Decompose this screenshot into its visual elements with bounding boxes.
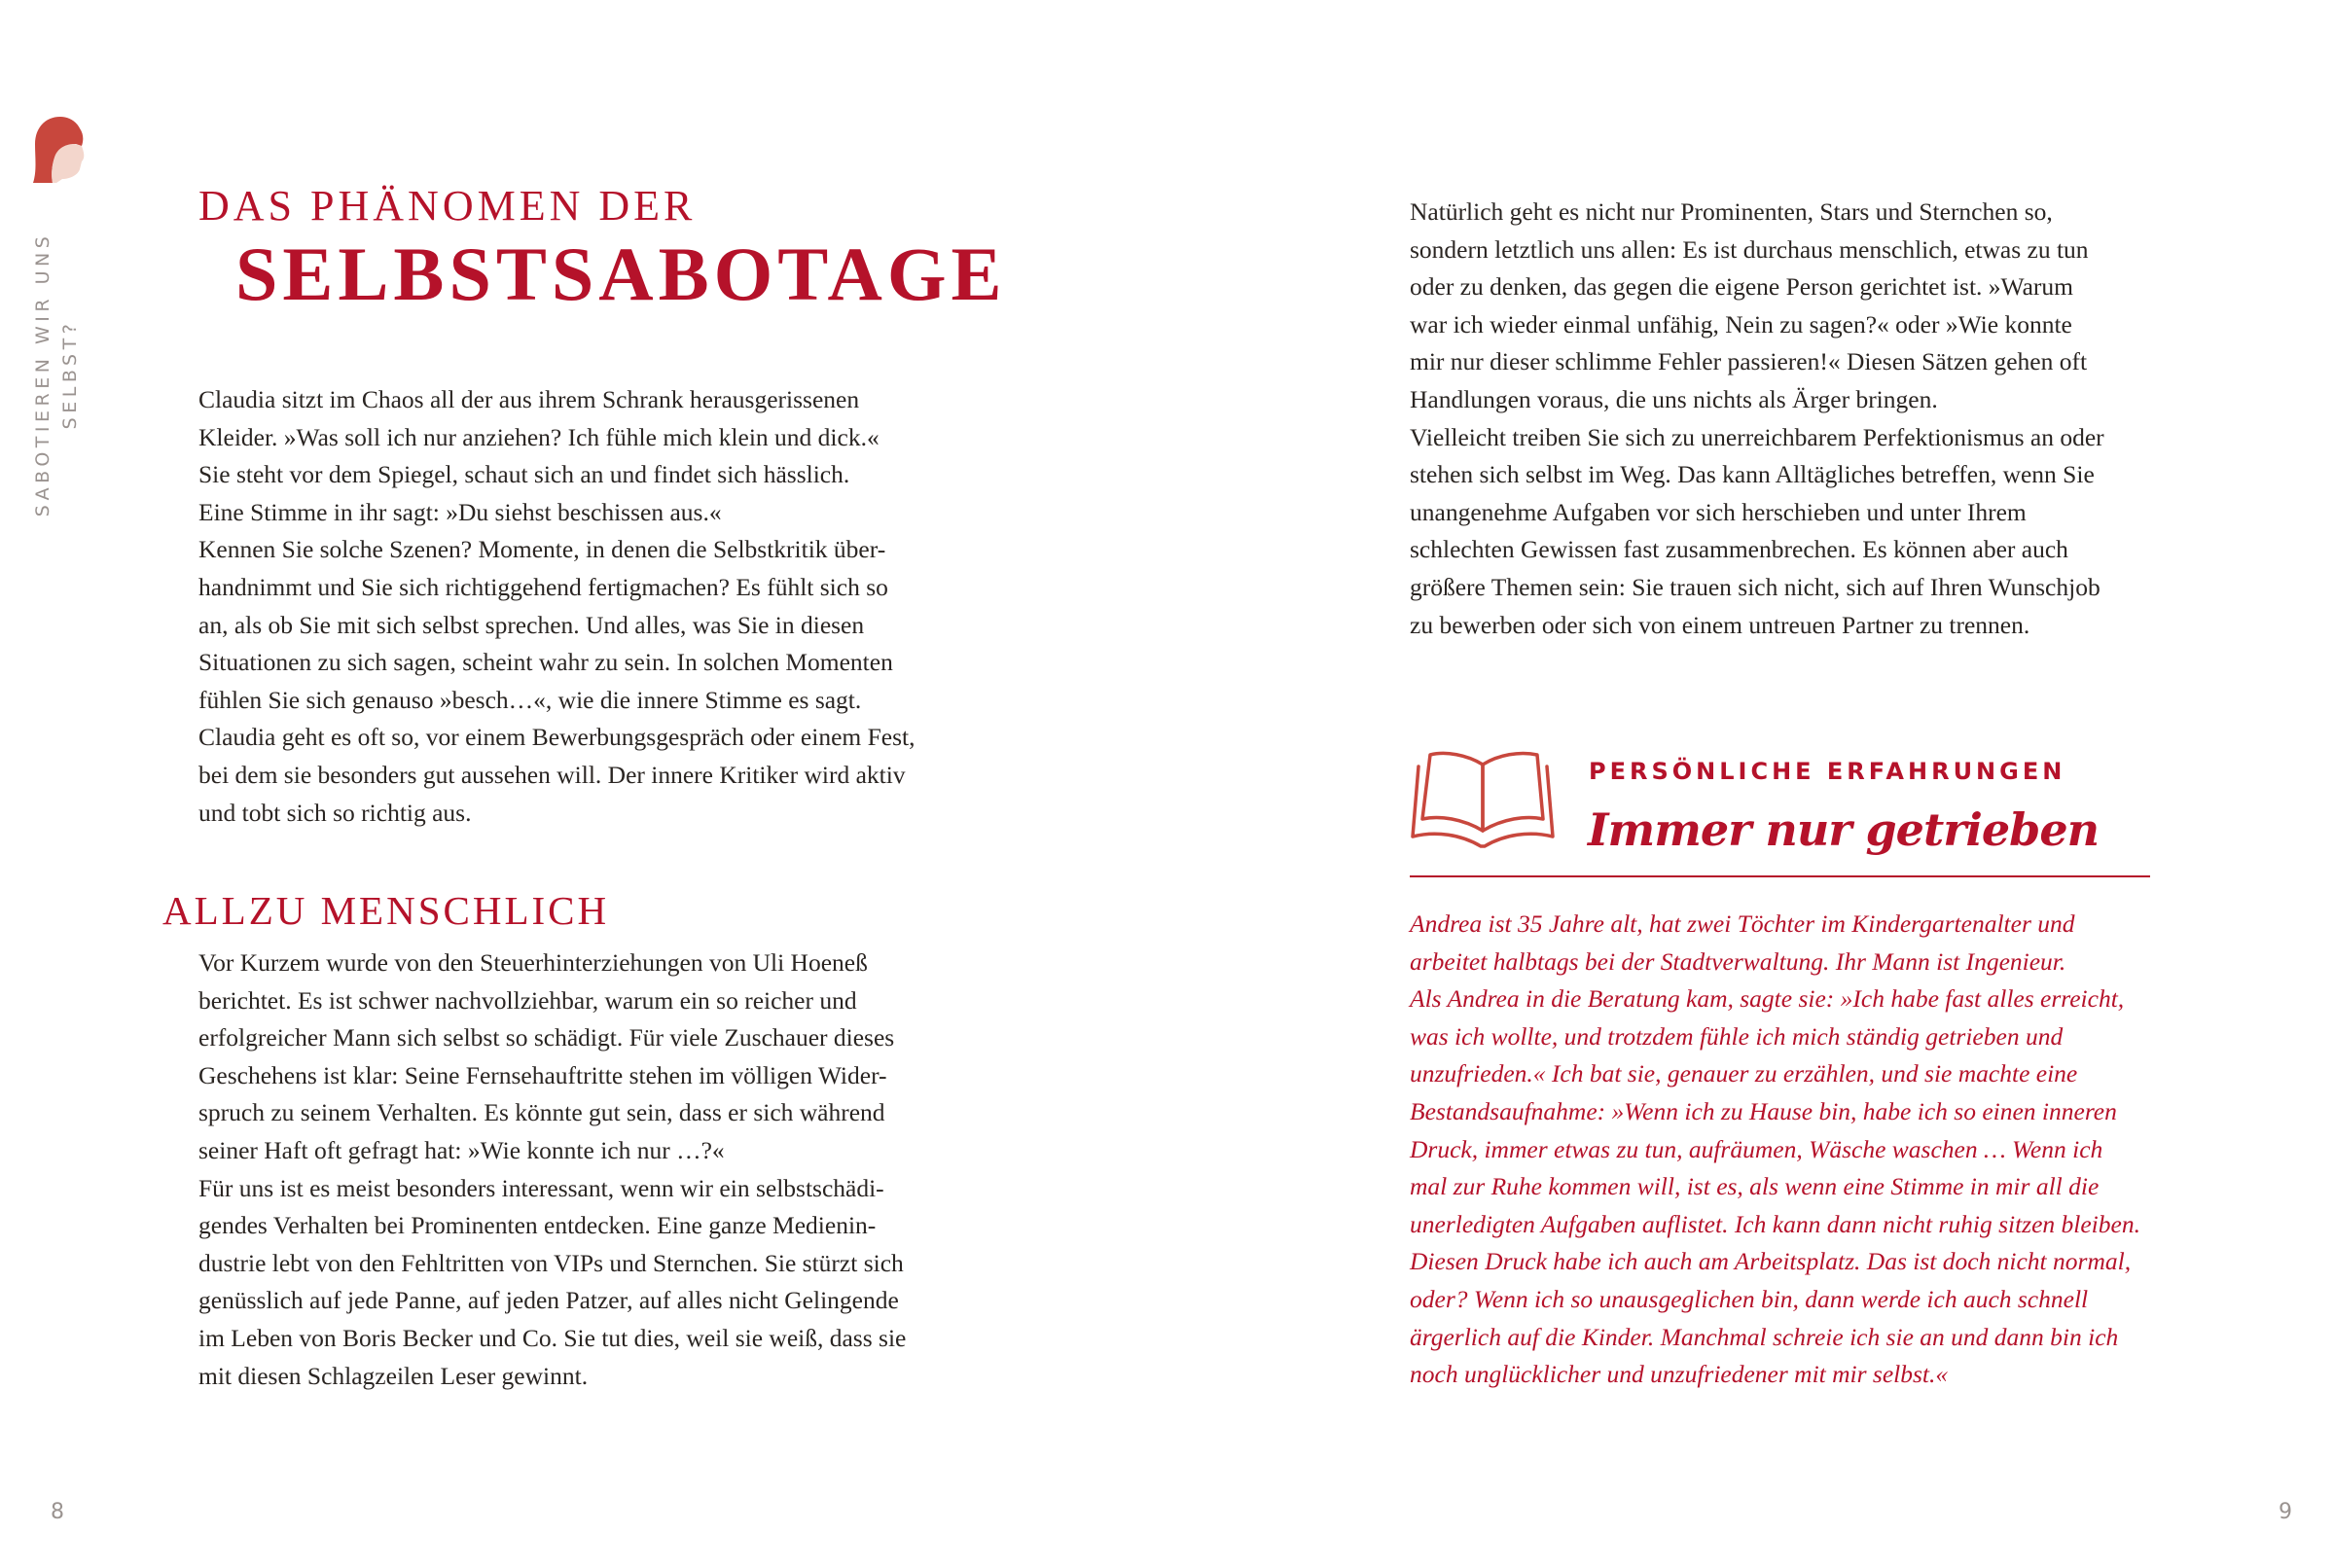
text-line: noch unglücklicher und unzufriedener mit mir selbst.« <box>1410 1360 1949 1389</box>
text-line: gendes Verhalten bei Prominenten entdecken. Eine ganze Medienin- <box>198 1211 877 1240</box>
text-line: zu bewerben oder sich von einem untreuen Partner zu trennen. <box>1410 610 2030 639</box>
text-line: Eine Stimme in ihr sagt: »Du siehst beschissen aus.« <box>198 497 722 526</box>
section-heading: ALLZU MENSCHLICH <box>162 888 610 933</box>
text-line: seiner Haft oft gefragt hat: »Wie konnte ich nur …?« <box>198 1135 725 1164</box>
intro-text <box>198 381 915 832</box>
text-line: Natürlich geht es nicht nur Prominenten, Stars und Sternchen so, <box>1410 197 2053 226</box>
page-title: SELBSTSABOTAGE <box>235 232 1007 316</box>
text-line: Für uns ist es meist besonders interessant, wenn wir ein selbstschädi- <box>198 1173 884 1202</box>
text-line: unzufrieden.« Ich bat sie, genauer zu erzählen, und sie machte eine <box>1410 1059 2078 1088</box>
text-line: Bestandsaufnahme: »Wenn ich zu Hause bin, habe ich so einen inneren <box>1410 1096 2117 1125</box>
text-line: Claudia sitzt im Chaos all der aus ihrem Schrank herausgerissenen <box>198 385 860 413</box>
text-line: Vielleicht treiben Sie sich zu unerreichbarem Perfektionismus an oder <box>1410 422 2104 451</box>
text-line: Claudia geht es oft so, vor einem Bewerbungsgespräch oder einem Fest, <box>198 723 916 752</box>
text-line: Kleider. »Was soll ich nur anziehen? Ich fühle mich klein und dick.« <box>198 422 880 451</box>
text-line: handnimmt und Sie sich richtiggehend fertigmachen? Es fühlt sich so <box>198 572 888 601</box>
box-text <box>1410 906 2140 1394</box>
page-number-left: 8 <box>51 1500 64 1524</box>
text-line: ärgerlich auf die Kinder. Manchmal schreie ich sie an und dann bin ich <box>1410 1322 2119 1351</box>
text-line: Handlungen voraus, die uns nichts als Ärger bringen. <box>1410 384 1938 413</box>
text-line: unangenehme Aufgaben vor sich herschieben und unter Ihrem <box>1410 497 2027 526</box>
text-line: oder? Wenn ich so unausgeglichen bin, dann werde ich auch schnell <box>1410 1284 2089 1313</box>
text-line: Andrea ist 35 Jahre alt, hat zwei Töchter im Kindergartenalter und <box>1410 909 2075 938</box>
text-line: Kennen Sie solche Szenen? Momente, in denen die Selbstkritik über- <box>198 535 886 564</box>
text-line: mit diesen Schlagzeilen Leser gewinnt. <box>198 1361 589 1390</box>
text-line: genüsslich auf jede Panne, auf jeden Patzer, auf alles nicht Gelingende <box>198 1286 899 1315</box>
text-line: Diesen Druck habe ich auch am Arbeitsplatz. Das ist doch nicht normal, <box>1410 1247 2132 1276</box>
text-line: unerledigten Aufgaben auflistet. Ich kann dann nicht ruhig sitzen bleiben. <box>1410 1209 2140 1238</box>
text-line: an, als ob Sie mit sich selbst sprechen. Und alles, was Sie in diesen <box>198 610 865 639</box>
text-line: Druck, immer etwas zu tun, aufräumen, Wäsche waschen … Wenn ich <box>1410 1134 2103 1163</box>
woman-profile-icon <box>31 115 88 185</box>
text-line: mir nur dieser schlimme Fehler passieren!« Diesen Sätzen gehen oft <box>1410 347 2088 376</box>
text-line: stehen sich selbst im Weg. Das kann Alltägliches betreffen, wenn Sie <box>1410 460 2095 489</box>
page-number-right: 9 <box>2279 1500 2292 1524</box>
chapter-label: SABOTIEREN WIR UNS SELBST? <box>32 232 81 517</box>
text-line: größere Themen sein: Sie trauen sich nicht, sich auf Ihren Wunschjob <box>1410 572 2101 601</box>
text-line: oder zu denken, das gegen die eigene Person gerichtet ist. »Warum <box>1410 272 2073 302</box>
text-line: spruch zu seinem Verhalten. Es könnte gut sein, dass er sich während <box>198 1098 885 1127</box>
box-divider <box>1410 875 2150 877</box>
text-line: was ich wollte, und trotzdem fühle ich mich ständig getrieben und <box>1410 1021 2064 1051</box>
page-title-small: DAS PHÄNOMEN DER <box>198 182 697 230</box>
text-line: Geschehens ist klar: Seine Fernsehauftritte stehen im völligen Wider- <box>198 1060 887 1089</box>
text-line: berichtet. Es ist schwer nachvollziehbar, warum ein so reicher und <box>198 985 857 1015</box>
right-body-text <box>1410 194 2104 644</box>
text-line: dustrie lebt von den Fehltritten von VIPs und Sternchen. Sie stürzt sich <box>198 1248 904 1277</box>
text-line: mal zur Ruhe kommen will, ist es, als wenn eine Stimme in mir all die <box>1410 1172 2100 1201</box>
text-line: Vor Kurzem wurde von den Steuerhinterziehungen von Uli Hoeneß <box>198 948 868 977</box>
text-line: arbeitet halbtags bei der Stadtverwaltung. Ihr Mann ist Ingenieur. <box>1410 946 2066 976</box>
section-text <box>198 944 906 1395</box>
box-kicker: PERSÖNLICHE ERFAHRUNGEN <box>1589 758 2066 785</box>
text-line: Als Andrea in die Beratung kam, sagte sie: »Ich habe fast alles erreicht, <box>1410 984 2125 1014</box>
box-title: Immer nur getrieben <box>1588 803 2100 856</box>
text-line: fühlen Sie sich genauso »besch…«, wie die innere Stimme es sagt. <box>198 685 862 714</box>
text-line: im Leben von Boris Becker und Co. Sie tut dies, weil sie weiß, dass sie <box>198 1323 907 1352</box>
text-line: Situationen zu sich sagen, scheint wahr zu sein. In solchen Momenten <box>198 648 893 677</box>
text-line: bei dem sie besonders gut aussehen will. Der innere Kritiker wird aktiv <box>198 760 906 789</box>
text-line: schlechten Gewissen fast zusammenbrechen. Es können aber auch <box>1410 535 2068 564</box>
text-line: Sie steht vor dem Spiegel, schaut sich an und findet sich hässlich. <box>198 460 850 489</box>
text-line: und tobt sich so richtig aus. <box>198 798 472 827</box>
text-line: sondern letztlich uns allen: Es ist durchaus menschlich, etwas zu tun <box>1410 234 2089 264</box>
text-line: war ich wieder einmal unfähig, Nein zu sagen?« oder »Wie konnte <box>1410 309 2072 339</box>
open-book-icon <box>1411 747 1555 852</box>
text-line: erfolgreicher Mann sich selbst so schädigt. Für viele Zuschauer dieses <box>198 1023 895 1052</box>
